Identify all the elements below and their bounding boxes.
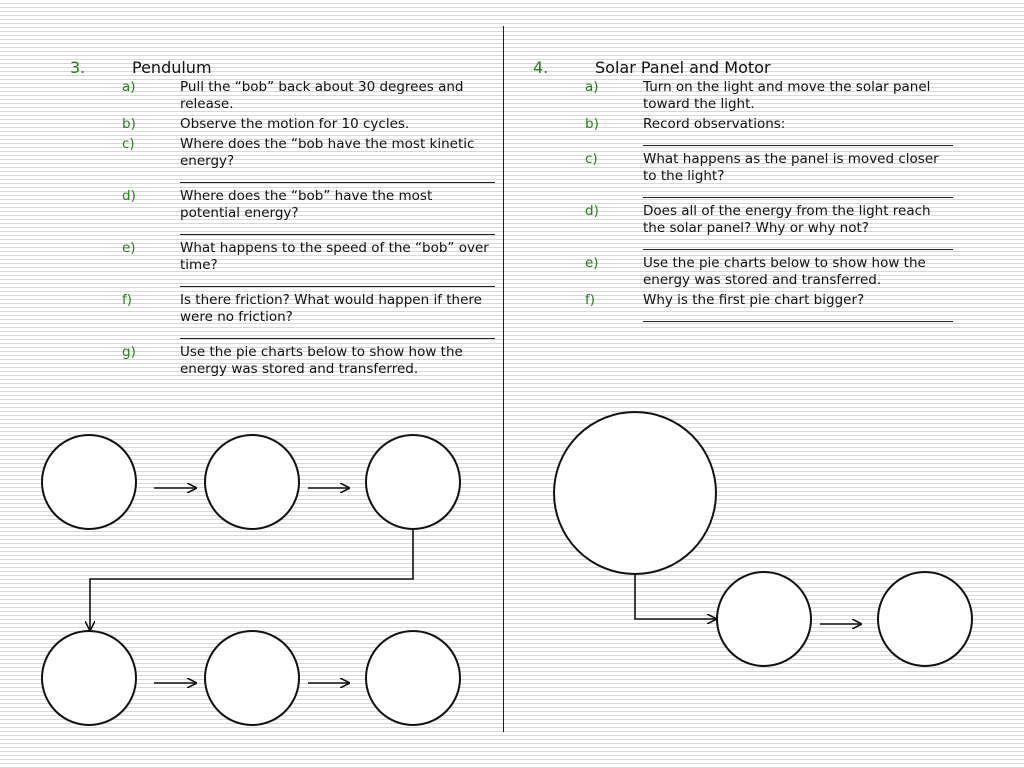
step-marker: g) [122, 344, 136, 360]
step-text: Turn on the light and move the solar panel toward the light. [643, 79, 931, 112]
step-text: Where does the “bob” have the most potential energy? [180, 188, 433, 221]
section-title: Solar Panel and Motor [595, 58, 771, 77]
pie-chart-circle-large[interactable] [554, 412, 716, 574]
pie-chart-circle[interactable] [366, 631, 460, 725]
step-marker: c) [585, 151, 598, 167]
step-marker: f) [585, 292, 596, 308]
step-text: Does all of the energy from the light reach the solar panel? Why or why not? [643, 203, 931, 236]
section-number: 3. [70, 58, 86, 77]
flow-connector [90, 529, 413, 630]
step-text: Use the pie charts below to show how the energy was stored and transferred. [180, 344, 463, 377]
step-text: Where does the “bob have the most kinetic energy? [180, 136, 475, 169]
pie-chart-circle[interactable] [205, 631, 299, 725]
step-text: Observe the motion for 10 cycles. [180, 116, 410, 132]
pie-chart-circle[interactable] [717, 572, 811, 666]
step-marker: f) [122, 292, 133, 308]
pie-chart-circle[interactable] [366, 435, 460, 529]
flow-connector [635, 574, 716, 619]
step-marker: e) [585, 255, 599, 271]
section-number: 4. [533, 58, 549, 77]
step-marker: b) [122, 116, 136, 132]
step-text: What happens as the panel is moved closer to the light? [643, 151, 939, 184]
pie-chart-circle[interactable] [42, 435, 136, 529]
pie-chart-circle[interactable] [42, 631, 136, 725]
step-marker: a) [585, 79, 599, 95]
section-title: Pendulum [132, 58, 212, 77]
step-text: Use the pie charts below to show how the energy was stored and transferred. [643, 255, 926, 288]
step-text: Record observations: [643, 116, 786, 132]
step-text: What happens to the speed of the “bob” over time? [180, 240, 489, 273]
step-marker: e) [122, 240, 136, 256]
step-text: Pull the “bob” back about 30 degrees and release. [180, 79, 464, 112]
step-marker: d) [122, 188, 136, 204]
step-marker: d) [585, 203, 599, 219]
step-marker: b) [585, 116, 599, 132]
pie-chart-circle[interactable] [205, 435, 299, 529]
step-marker: a) [122, 79, 136, 95]
step-text: Is there friction? What would happen if there were no friction? [180, 292, 482, 325]
pie-chart-circle[interactable] [878, 572, 972, 666]
step-marker: c) [122, 136, 135, 152]
step-text: Why is the first pie chart bigger? [643, 292, 865, 308]
